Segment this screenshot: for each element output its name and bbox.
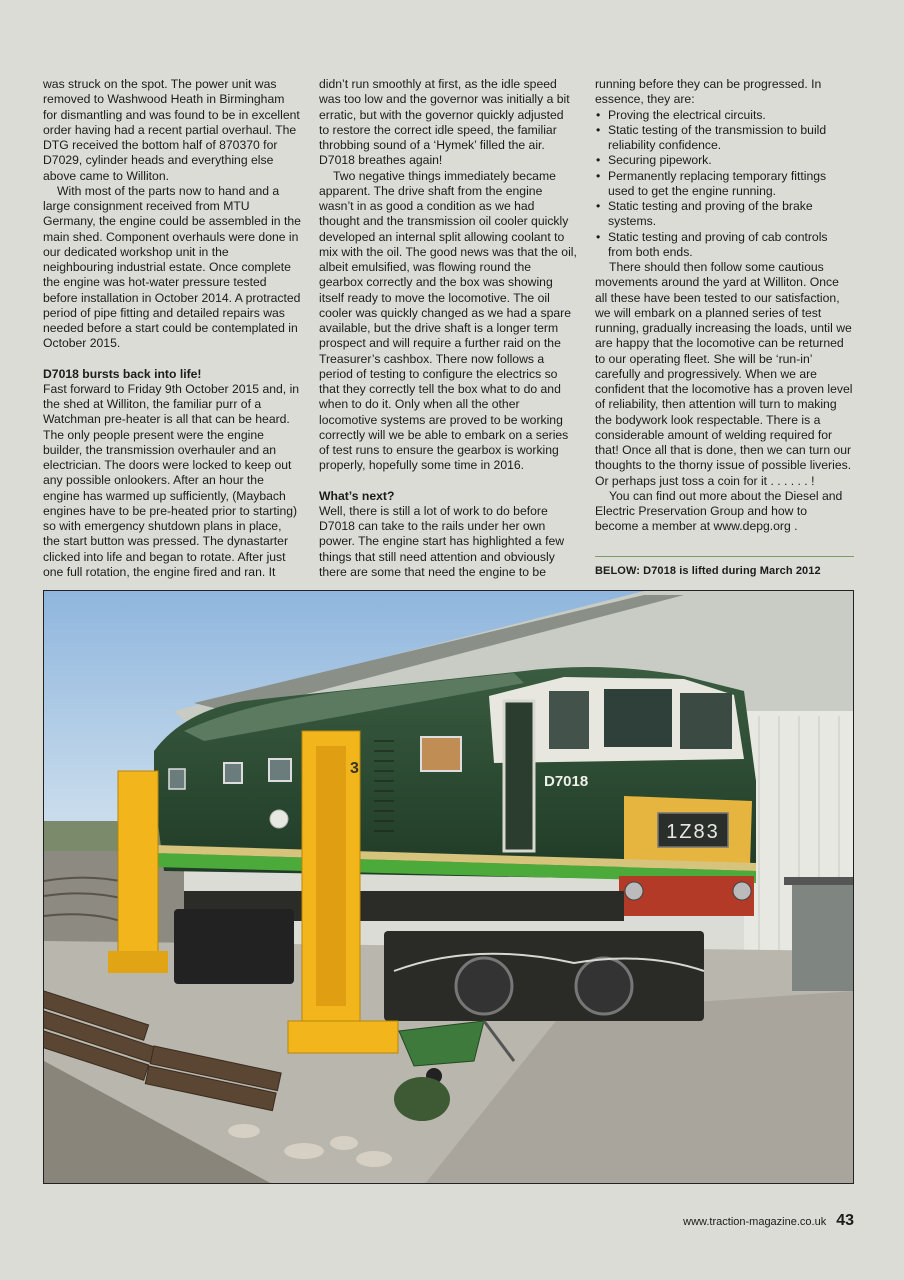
article-column-3 bbox=[595, 77, 853, 535]
page-number: 43 bbox=[836, 1212, 854, 1229]
paragraph: was struck on the spot. The power unit was removed to Washwood Heath in Birmingham for dismantling and was found to be in excellent order having had a recent partial overhaul. The DTG received the bottom half of 870370 for D7029, cylinder heads and everything else above came to Williton. bbox=[43, 77, 300, 183]
cab-side-window bbox=[549, 691, 589, 749]
bullet-item: • Static testing and proving of the brake systems. bbox=[595, 199, 853, 230]
bullet-item: • Static testing of the transmission to build reliability confidence. bbox=[595, 123, 853, 154]
bullet-item: • Securing pipework. bbox=[595, 153, 853, 168]
locomotive-photo bbox=[43, 590, 854, 1184]
footer-url: www.traction-magazine.co.uk bbox=[683, 1216, 827, 1228]
cab-window bbox=[604, 689, 672, 747]
paragraph: Well, there is still a lot of work to do before D7018 can take to the rails under her own power. The engine start has highlighted a few things that still need attention and obviously there are some that need the engine to be bbox=[319, 503, 565, 579]
paragraph: With most of the parts now to hand and a large consignment received from MTU Germany, the engine could be assembled in the main shed. Component overhauls were done in our dedicated workshop unit in the neighbouring industrial estate. Once complete the engine was hot-water pressure tested before installation in October 2014. A protracted period of pipe fitting and detailed repairs was needed before a start could be contemplated in October 2015. bbox=[43, 183, 301, 351]
bullet-item: • Permanently replacing temporary fittings used to get the engine running. bbox=[595, 169, 853, 200]
cab-window bbox=[680, 693, 732, 749]
bogie bbox=[384, 931, 704, 1021]
section-heading: What’s next? bbox=[319, 488, 395, 503]
paragraph: Two negative things immediately became apparent. The drive shaft from the engine wasn’t in as good a condition as we had thought and the transmission oil cooler quickly developed an internal split allowing coolant to mix with the oil. The good news was that the oil, albeit emulsified, was flowing round the gearbox correctly and the box was showing itself ready to move the locomotive. The oil cooler was quickly changed as we had a spare available, but the drive shaft is a longer term prospect and will require a further raid on the Treasurer’s cashbox. There now follows a period of testing to configure the electrics so that they correctly tell the box what to do and when to do it. Only when all the other locomotive systems are proved to be working correctly will we be able to embark on a series of test runs to ensure the gearbox is working properly, hopefully some time in 2016. bbox=[319, 168, 577, 473]
page-footer bbox=[683, 1212, 854, 1230]
paragraph: You can find out more about the Diesel and Electric Preservation Group and how to become a member at www.depg.org . bbox=[595, 488, 843, 534]
photo-caption: BELOW: D7018 is lifted during March 2012 bbox=[595, 565, 821, 577]
paragraph: didn’t run smoothly at first, as the idle speed was too low and the governor was initially a bit erratic, but with the governor quickly adjusted to restore the correct idle speed, the familiar throbbing sound of a ‘Hymek’ filled the air. D7018 breathes again! bbox=[319, 77, 570, 168]
caption-divider bbox=[595, 556, 854, 557]
bogie bbox=[174, 909, 294, 984]
paragraph: Fast forward to Friday 9th October 2015 and, in the shed at Williton, the familiar purr of a Watchman pre-heater is all that can be heard. The only people present were the engine builder, the transmission overhauler and an electrician. The doors were locked to keep out any possible onlookers. After an hour the engine has warmed up sufficiently, (Maybach engines have to be pre-heated prior to starting) so with emergency shutdown plans in place, the start button was pressed. The dynastarter clicked into life and began to rotate. After just one full rotation, the engine fired and ran. It bbox=[43, 381, 300, 579]
jack-number-text: 3 bbox=[350, 760, 359, 777]
loco-number-text: D7018 bbox=[544, 773, 589, 790]
paragraph: There should then follow some cautious movements around the yard at Williton. Once all these have been tested to our satisfaction, we will embark on a planned series of test running, gradually increasing the loads, until we are happy that the locomotive can be returned to our operating fleet. She will be ‘run-in’ carefully and progressively. When we are confident that the locomotive has a proven level of reliability, then attention will turn to making the bodywork look respectable. There is a considerable amount of welding required for that! Once all that is done, then we can turn our thoughts to the thorny issue of possible liveries. Or perhaps just toss a coin for it . . . . . . ! bbox=[595, 260, 853, 488]
tool-bag bbox=[394, 1077, 450, 1121]
bullet-item: • Proving the electrical circuits. bbox=[595, 108, 853, 123]
article-column-1 bbox=[43, 77, 301, 580]
bullet-list bbox=[595, 108, 853, 261]
crest-emblem bbox=[270, 810, 288, 828]
bullet-item: • Static testing and proving of cab controls from both ends. bbox=[595, 230, 853, 261]
article-column-2 bbox=[319, 77, 577, 580]
section-heading: D7018 bursts back into life! bbox=[43, 366, 202, 381]
headcode-text: 1Z83 bbox=[666, 821, 720, 843]
paragraph: running before they can be progressed. In essence, they are: bbox=[595, 77, 822, 107]
